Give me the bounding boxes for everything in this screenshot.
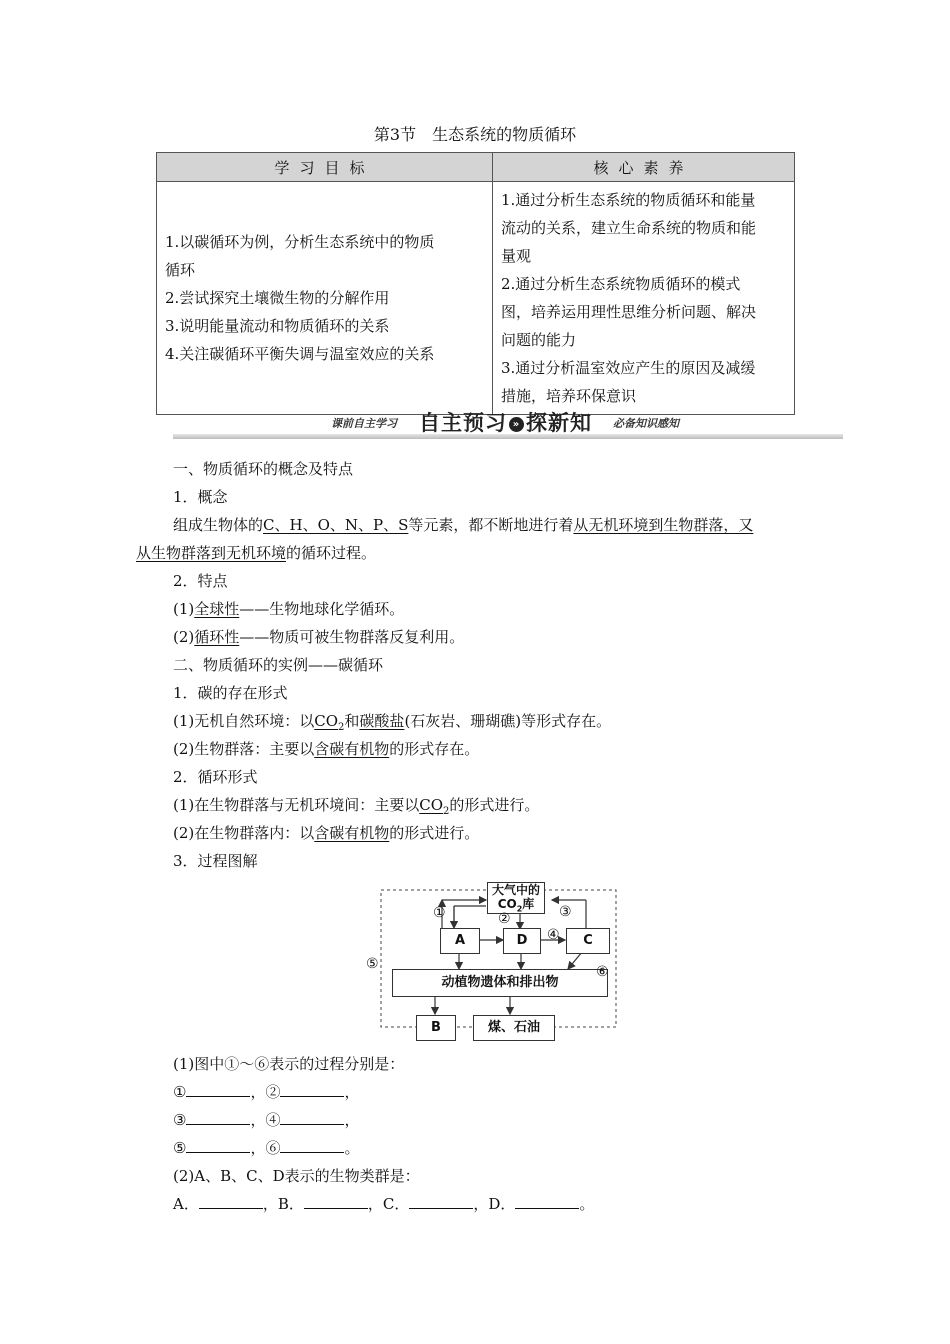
question-1: (1)图中①～⑥表示的过程分别是： [173,1055,405,1073]
concept-underlined: 从生物群落到无机环境 [136,544,287,562]
blank-label: ，⑥ [250,1139,281,1157]
goals-table [156,152,795,415]
atmosphere-co2-pool-box [487,882,545,914]
co2-underlined [419,796,450,817]
process-3-label: ③ [559,904,572,920]
literacy-line: 量观 [501,247,532,265]
co2-underlined [314,712,345,733]
banner-title-left: 自主预习 [419,411,507,435]
co2-text: CO [314,712,339,730]
cycle-text: (1)在生物群落与无机环境间：主要以 [173,796,420,814]
blank-label: A． [173,1195,199,1213]
co2-subscript: 2 [443,806,450,817]
process-5-label: ⑤ [366,956,379,972]
answer-blank[interactable] [199,1194,263,1209]
literacy-line: 问题的能力 [501,331,577,349]
form-text: (1)无机自然环境：以 [173,712,315,730]
remains-box: 动植物遗体和排出物 [392,969,608,997]
literacy-line: 3.通过分析温室效应产生的原因及减缓 [501,359,756,377]
answer-blank[interactable] [186,1110,250,1125]
cycle-form-1 [173,794,539,817]
organic-carbon-underlined: 含碳有机物 [314,740,390,758]
question-1-line-3 [173,1137,359,1158]
answer-blank[interactable] [186,1138,250,1153]
goals-header-right: 核心素养 [493,153,795,182]
banner-title [419,407,592,437]
blank-label: 。 [579,1195,595,1213]
answer-blank[interactable] [515,1194,579,1209]
answer-blank[interactable] [186,1082,250,1097]
cycle-text: (2)在生物群落内：以 [173,824,315,842]
core-literacy-cell [493,182,795,415]
answer-blank[interactable] [280,1138,344,1153]
form-1 [173,710,611,733]
blank-label: ① [173,1083,187,1101]
coal-oil-box: 煤、石油 [473,1015,555,1041]
feature-text: (2) [173,628,195,646]
literacy-line: 2.通过分析生态系统物质循环的模式 [501,275,741,293]
co2-text: 库 [522,897,535,911]
page-title: 第3节 生态系统的物质循环 [373,125,577,144]
goal-line: 1.以碳循环为例，分析生态系统中的物质 [165,233,435,251]
goal-line: 循环 [165,261,196,279]
subheading-forms: 1．碳的存在形式 [173,684,288,702]
concept-text: 组成生物体的 [173,516,264,534]
blank-label: ⑤ [173,1139,187,1157]
goal-line: 4.关注碳循环平衡失调与温室效应的关系 [165,345,435,363]
learning-goals-cell [157,182,493,415]
banner-left-caption: 课前自主学习 [331,417,397,430]
feature-underlined: 循环性 [194,628,240,646]
goals-header-left: 学习目标 [157,153,493,182]
organic-carbon-underlined: 含碳有机物 [314,824,390,842]
subheading-concept: 1．概念 [173,488,228,506]
blank-label: ，D． [473,1195,516,1213]
carbon-cycle-diagram [360,880,630,1040]
process-2-label: ② [498,911,511,927]
cycle-text: 的形式进行。 [449,796,540,814]
answer-blank[interactable] [280,1110,344,1125]
form-text: 的形式存在。 [389,740,480,758]
form-text: (2)生物群落：主要以 [173,740,315,758]
question-1-line-2 [173,1109,359,1130]
question-2: (2)A、B、C、D表示的生物类群是： [173,1167,420,1185]
goal-line: 2.尝试探究土壤微生物的分解作用 [165,289,390,307]
elements-underlined: C、H、O、N、P、S [263,516,409,534]
process-4-label: ④ [547,927,560,943]
feature-underlined: 全球性 [194,600,240,618]
literacy-line: 措施，培养环保意识 [501,387,637,405]
concept-text: 的循环过程。 [286,544,377,562]
box-c: C [566,928,610,954]
literacy-line: 流动的关系，建立生命系统的物质和能 [501,219,757,237]
co2-pool-label: 大气中的 [491,883,540,897]
answer-blank[interactable] [409,1194,473,1209]
goal-line: 3.说明能量流动和物质循环的关系 [165,317,390,335]
blank-label: ， [344,1111,360,1129]
concept-underlined: 从无机环境到生物群落，又 [573,516,754,534]
banner-right-caption: 必备知识感知 [613,417,679,430]
box-b: B [416,1015,456,1041]
blank-label: ，④ [250,1111,281,1129]
box-a: A [440,928,480,954]
heading-2: 二、物质循环的实例——碳循环 [173,656,384,674]
box-d: D [503,928,541,954]
process-6-label: ⑥ [596,964,609,980]
literacy-line: 1.通过分析生态系统的物质循环和能量 [501,191,756,209]
question-1-line-1 [173,1081,359,1102]
question-2-line [173,1193,594,1214]
subheading-cycle-form: 2．循环形式 [173,768,258,786]
heading-1: 一、物质循环的概念及特点 [173,460,354,478]
co2-pool-label [488,897,544,916]
blank-label: 。 [344,1139,360,1157]
cycle-text: 的形式进行。 [389,824,480,842]
co2-text: CO [419,796,444,814]
blank-label: ，② [250,1083,281,1101]
literacy-line: 图，培养运用理性思维分析问题、解决 [501,303,757,321]
subheading-features: 2．特点 [173,572,228,590]
co2-subscript: 2 [516,904,523,914]
process-1-label: ① [433,905,446,921]
co2-text: CO [497,897,517,911]
feature-2 [173,626,464,647]
answer-blank[interactable] [280,1082,344,1097]
banner-title-right: 探新知 [526,411,592,435]
form-text: 和 [344,712,360,730]
arrow-icon: » [509,417,524,432]
answer-blank[interactable] [304,1194,368,1209]
concept-paragraph-line1 [173,514,753,535]
blank-label: ，C． [367,1195,410,1213]
concept-paragraph-line2 [136,542,376,563]
blank-label: ，B． [262,1195,304,1213]
feature-text: ——生物地球化学循环。 [239,600,405,618]
feature-text: ——物质可被生物群落反复利用。 [239,628,465,646]
blank-label: ， [344,1083,360,1101]
subheading-diagram: 3．过程图解 [173,852,258,870]
section-banner [173,407,843,441]
cycle-form-2 [173,822,479,843]
form-2 [173,738,479,759]
blank-label: ③ [173,1111,187,1129]
concept-text: 等元素，都不断地进行着 [408,516,574,534]
co2-subscript: 2 [338,722,345,733]
feature-1 [173,598,404,619]
form-text: (石灰岩、珊瑚礁)等形式存在。 [404,712,612,730]
feature-text: (1) [173,600,195,618]
carbonate-underlined: 碳酸盐 [359,712,405,730]
